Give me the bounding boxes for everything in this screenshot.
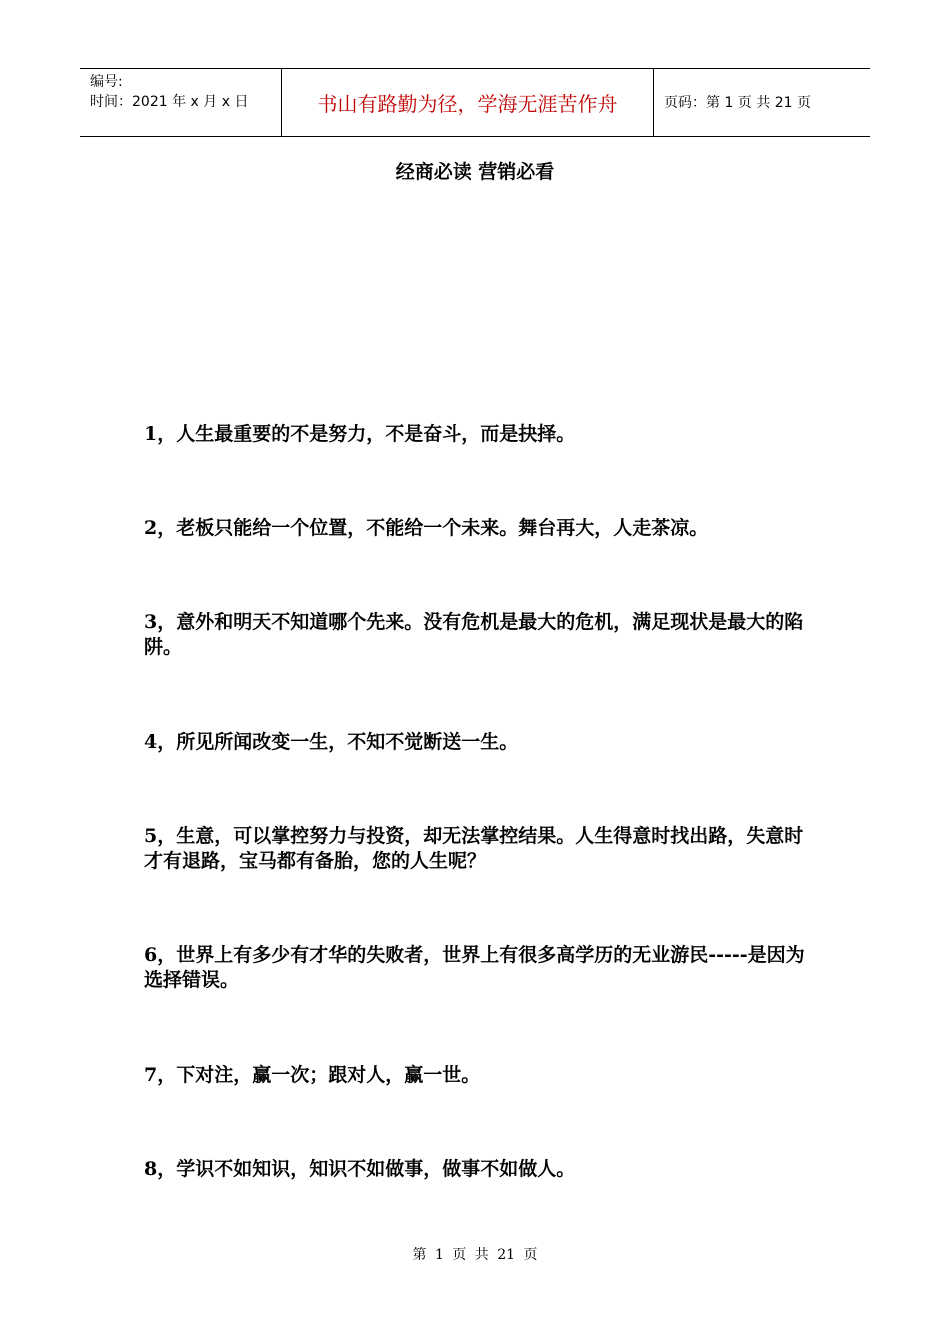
list-item: 3，意外和明天不知道哪个先来。没有危机是最大的危机，满足现状是最大的陷阱。 — [144, 611, 804, 658]
page-footer: 第 1 页 共 21 页 — [412, 1247, 538, 1263]
motto-text: 书山有路勤为径，学海无涯苦作舟 — [317, 92, 618, 116]
number-label: 编号: — [90, 74, 123, 90]
document-title: 经商必读 营销必看 — [395, 161, 555, 183]
header-page-info: 页码：第 1 页 共 21 页 — [664, 95, 811, 111]
header-motto-cell — [282, 69, 654, 136]
list-item: 5，生意，可以掌控努力与投资，却无法掌控结果。人生得意时找出路，失意时才有退路，宝马都有备胎，您的人生呢？ — [144, 825, 804, 872]
list-item: 7，下对注，赢一次；跟对人，赢一世。 — [144, 1064, 481, 1086]
header-meta-cell — [80, 69, 282, 136]
document-header — [80, 68, 870, 137]
time-label: 时间：2021 年 x 月 x 日 — [90, 94, 249, 110]
list-item: 1，人生最重要的不是努力，不是奋斗，而是抉择。 — [144, 423, 576, 445]
list-item: 2，老板只能给一个位置，不能给一个未来。舞台再大，人走茶凉。 — [144, 517, 709, 539]
list-item: 6，世界上有多少有才华的失败者，世界上有很多高学历的无业游民-----是因为选择错误。 — [144, 944, 805, 991]
list-item: 8，学识不如知识，知识不如做事，做事不如做人。 — [144, 1158, 576, 1180]
list-item: 4，所见所闻改变一生，不知不觉断送一生。 — [144, 731, 519, 753]
header-page-cell — [654, 69, 870, 136]
